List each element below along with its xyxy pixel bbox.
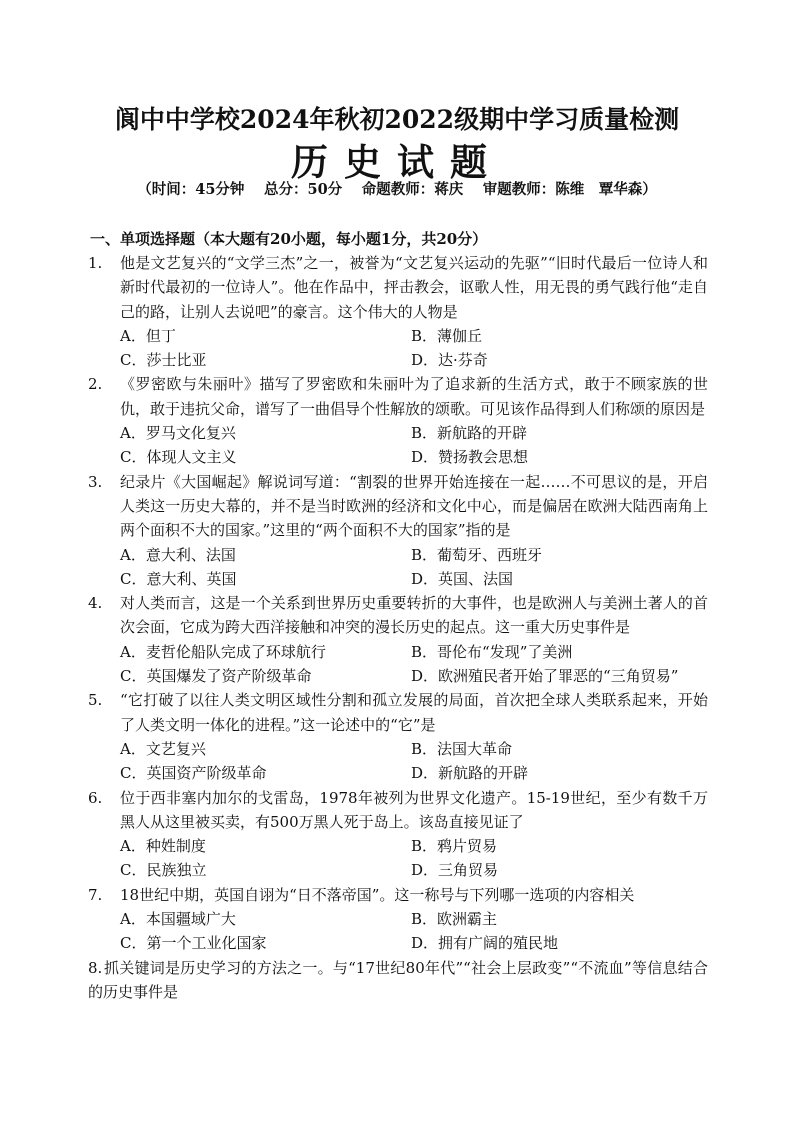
answer-option: D．新航路的开辟: [411, 764, 529, 783]
answer-option: D．欧洲殖民者开始了罪恶的“三角贸易”: [411, 667, 679, 686]
answer-option: B．新航路的开辟: [411, 424, 528, 443]
answer-option: A．麦哲伦船队完成了环球航行: [120, 642, 326, 661]
answer-option: C．莎士比亚: [120, 351, 207, 370]
option-grid: [120, 324, 720, 373]
answer-option: B．葡萄牙、西班牙: [411, 545, 543, 564]
question-number: 8.: [88, 958, 103, 977]
exam-subject: 历史试题: [291, 140, 503, 184]
answer-option: C．意大利、英国: [120, 569, 237, 588]
option-grid: [120, 543, 720, 592]
question-list: [0, 251, 794, 1004]
question-text: 抓关键词是历史学习的方法之一。与“17世纪80年代”“社会上层政变”“不流血”等信息结合的历史事件是: [88, 958, 708, 1001]
answer-option: A．但丁: [120, 326, 176, 345]
question-text: 18世纪中期，英国自诩为“日不落帝国”。这一称号与下列哪一选项的内容相关: [120, 885, 635, 904]
question-item: [0, 251, 794, 372]
question-item: [0, 591, 794, 688]
option-grid: [120, 834, 720, 883]
question-item: [0, 883, 794, 956]
answer-option: B．鸦片贸易: [411, 837, 498, 856]
answer-option: B．薄伽丘: [411, 326, 483, 345]
answer-option: A．种姓制度: [120, 837, 206, 856]
answer-option: C．民族独立: [120, 861, 207, 880]
answer-option: A．文艺复兴: [120, 739, 206, 758]
question-number: 3.: [88, 472, 103, 491]
question-number: 5.: [88, 691, 103, 710]
option-grid: [120, 640, 720, 689]
answer-option: C．英国爆发了资产阶级革命: [120, 667, 312, 686]
answer-option: D．赞扬教会思想: [411, 448, 529, 467]
question-text: 《罗密欧与朱丽叶》描写了罗密欧和朱丽叶为了追求新的生活方式，敢于不顾家族的世仇，敢于违抗父命，谱写了一曲倡导个性解放的颂歌。可见该作品得到人们称颂的原因是: [120, 375, 708, 418]
answer-option: C．体现人文主义: [120, 448, 237, 467]
question-text: 位于西非塞内加尔的戈雷岛，1978年被列为世界文化遗产。15-19世纪，至少有数千万黑人从这里被买卖，有500万黑人死于岛上。该岛直接见证了: [120, 788, 708, 831]
question-item: [0, 470, 794, 591]
option-grid: [120, 737, 720, 786]
answer-option: D．英国、法国: [411, 569, 514, 588]
answer-option: D．三角贸易: [411, 861, 499, 880]
exam-title: 阆中中学校2024年秋初2022级期中学习质量检测: [114, 105, 680, 134]
section-heading: 一、单项选择题（本大题有20小题，每小题1分，共20分）: [90, 230, 488, 248]
question-text: “它打破了以往人类文明区域性分割和孤立发展的局面，首次把全球人类联系起来，开始了人类文明一体化的进程。”这一论述中的“它”是: [120, 691, 708, 734]
answer-option: A．罗马文化复兴: [120, 424, 236, 443]
question-item: [0, 956, 794, 1005]
question-number: 4.: [88, 594, 103, 613]
answer-option: D．拥有广阔的殖民地: [411, 934, 559, 953]
question-number: 2.: [88, 375, 103, 394]
answer-option: C．英国资产阶级革命: [120, 764, 267, 783]
answer-option: B．欧洲霸主: [411, 910, 498, 929]
question-number: 6.: [88, 788, 103, 807]
exam-info: （时间：45分钟 总分：50分 命题教师：蒋庆 审题教师：陈维 覃华森）: [137, 181, 657, 198]
answer-option: C．第一个工业化国家: [120, 934, 267, 953]
answer-option: A．意大利、法国: [120, 545, 236, 564]
question-text: 他是文艺复兴的“文学三杰”之一，被誉为“文艺复兴运动的先驱”“旧时代最后一位诗人和新时代最初的一位诗人”。他在作品中，抨击教会，讴歌人性，用无畏的勇气践行他“走自己的路，让别人去说吧”的豪言。这个伟大的人物是: [120, 254, 708, 321]
answer-option: B．哥伦布“发现”了美洲: [411, 642, 573, 661]
question-text: 对人类而言，这是一个关系到世界历史重要转折的大事件，也是欧洲人与美洲土著人的首次会面，它成为跨大西洋接触和冲突的漫长历史的起点。这一重大历史事件是: [120, 594, 708, 637]
option-grid: [120, 907, 720, 956]
question-number: 7.: [88, 885, 103, 904]
answer-option: D．达·芬奇: [411, 351, 488, 370]
option-grid: [120, 421, 720, 470]
answer-option: A．本国疆域广大: [120, 910, 236, 929]
question-number: 1.: [88, 254, 103, 272]
question-item: [0, 372, 794, 469]
answer-option: B．法国大革命: [411, 739, 513, 758]
question-item: [0, 786, 794, 883]
question-text: 纪录片《大国崛起》解说词写道：“割裂的世界开始连接在一起……不可思议的是，开启人类这一历史大幕的，并不是当时欧洲的经济和文化中心，而是偏居在欧洲大陆西南角上两个面积不大的国家。”这里的“两个面积不大的国家”指的是: [120, 472, 708, 540]
question-item: [0, 688, 794, 785]
